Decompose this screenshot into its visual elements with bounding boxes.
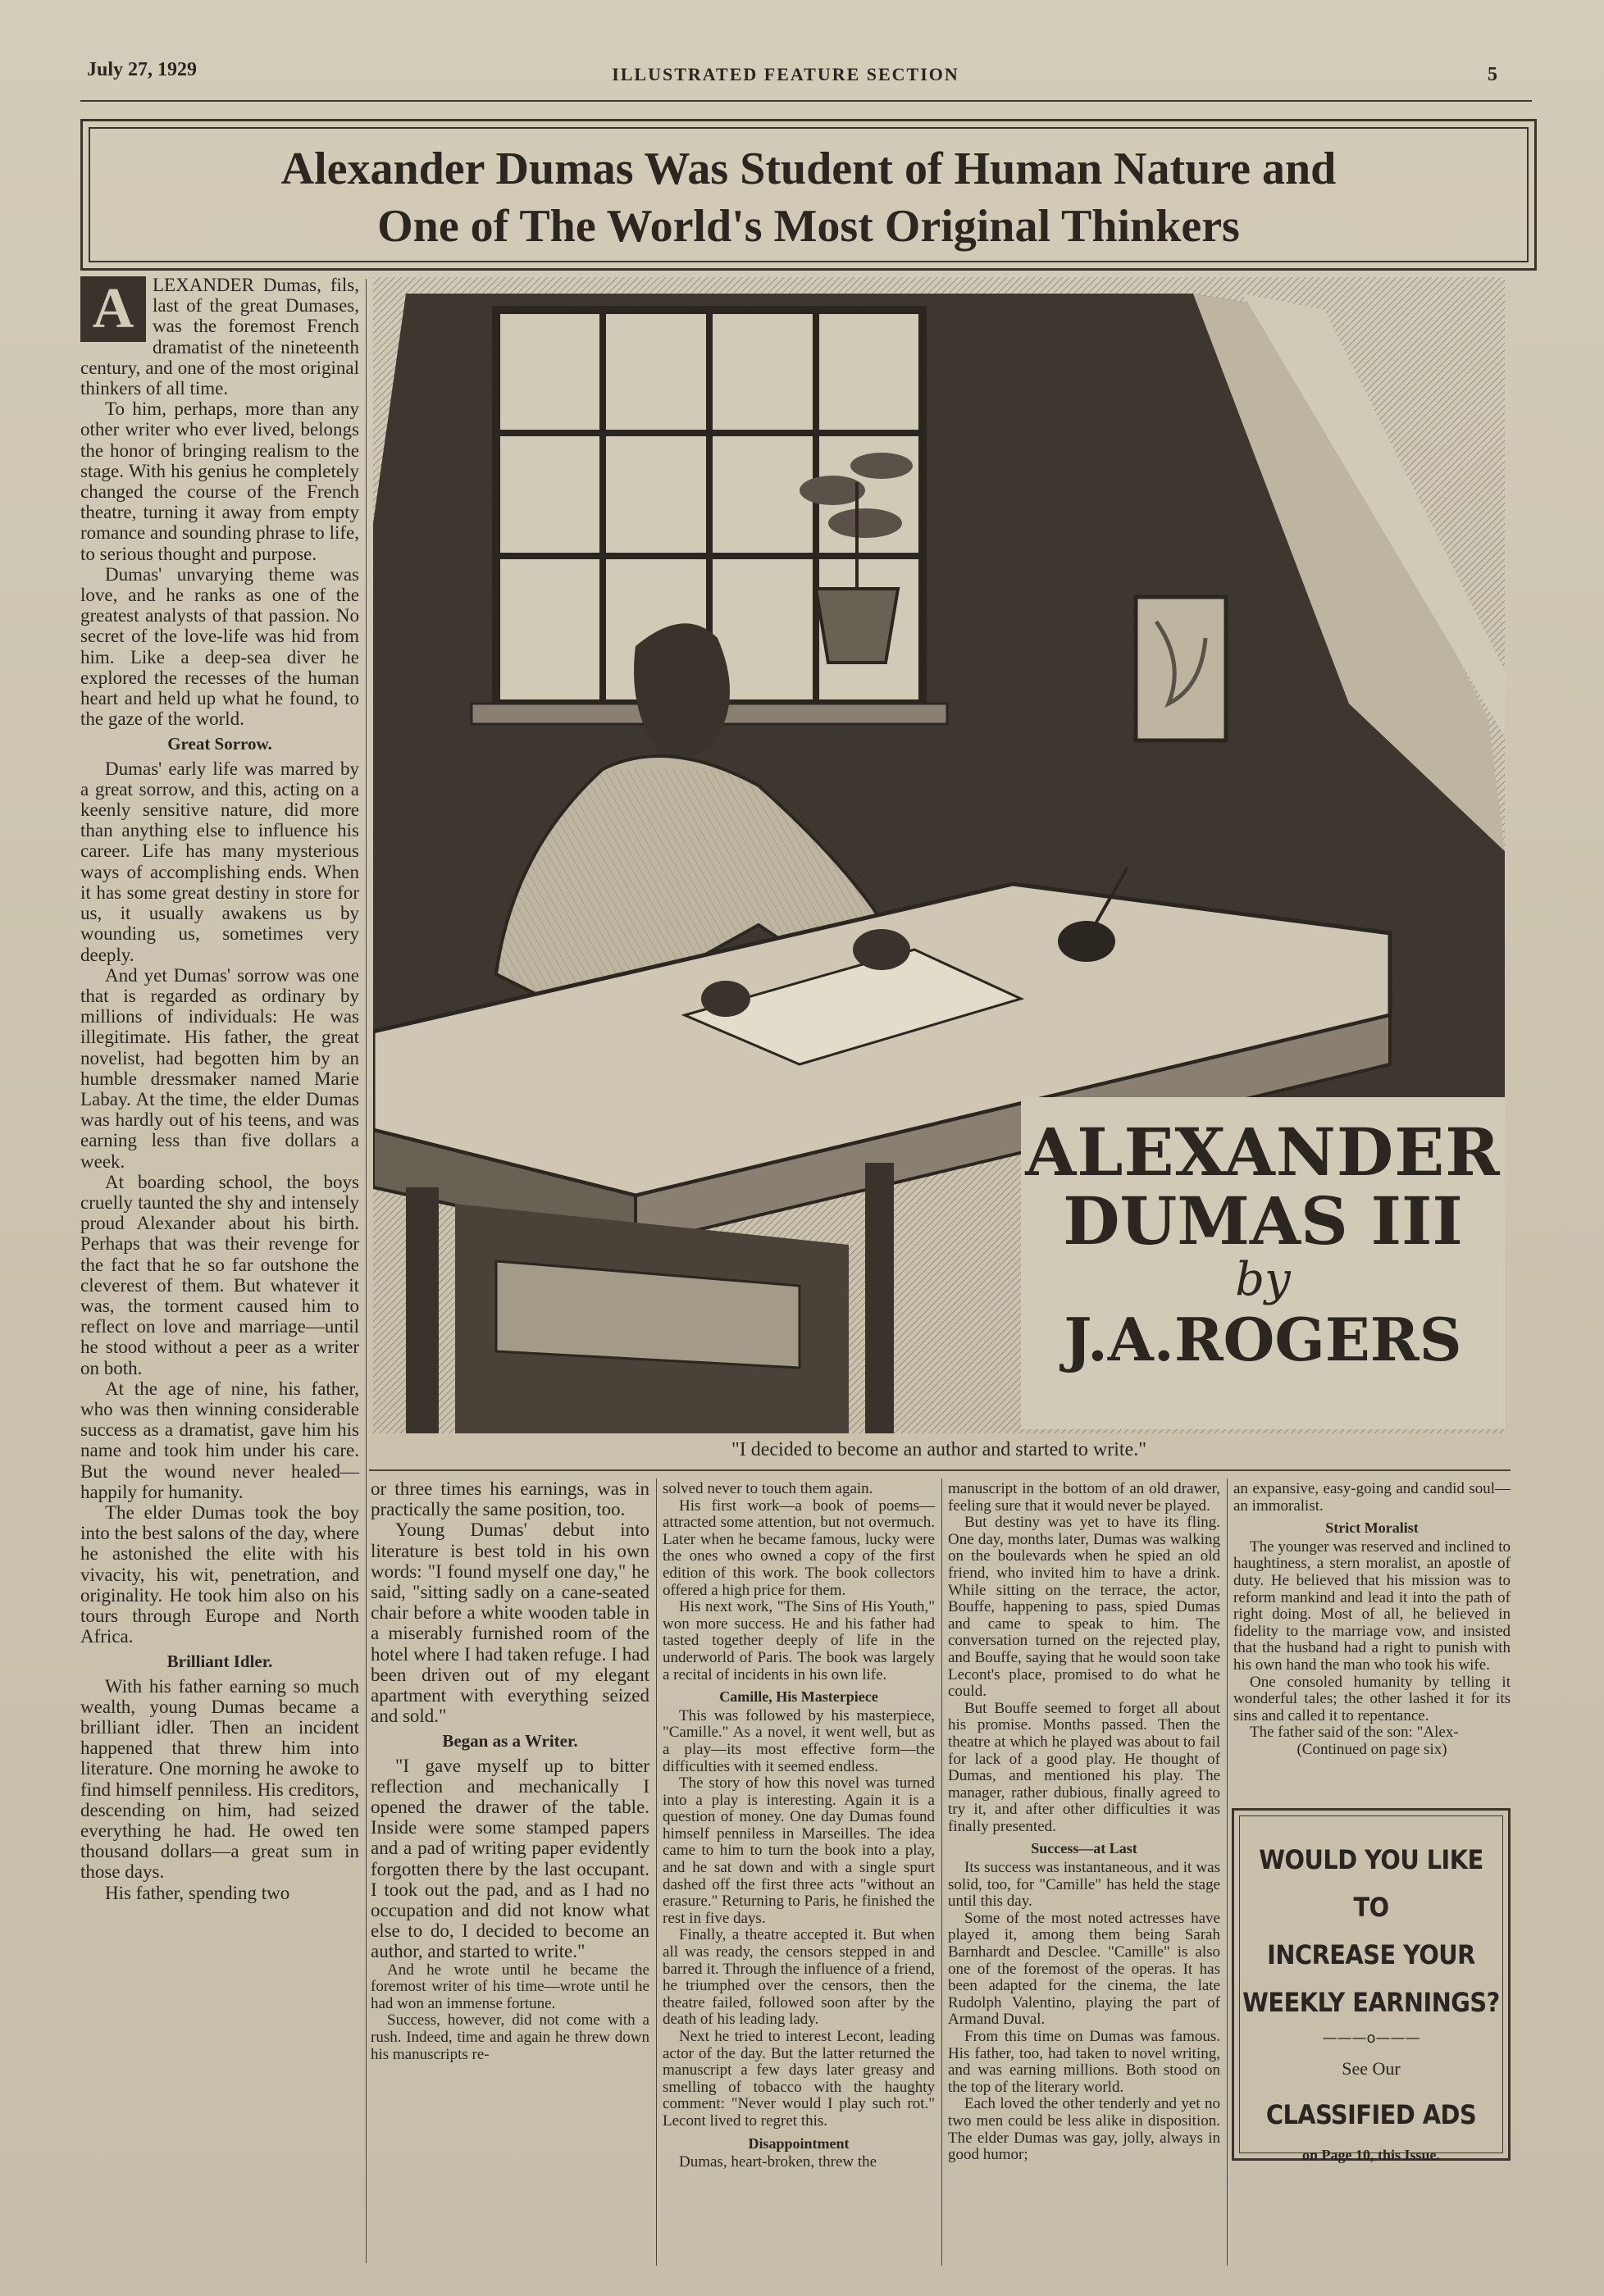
masthead-rule [80, 100, 1532, 102]
issue-date: July 27, 1929 [87, 59, 198, 80]
headline-line-2: One of The World's Most Original Thinkers [377, 201, 1240, 252]
paragraph: At boarding school, the boys cruelly taunted the shy and intensely proud Alexander about his birth. Perhaps that was their revenge for the fact that he so far outshone the cleverest of them. But whatever it was, the torment caused him to reflect on love and marriage—until he stood without a peer as a writer on both. [80, 1171, 359, 1378]
subheading: Began as a Writer. [442, 1731, 578, 1752]
column-rule [366, 279, 367, 2263]
page-number: 5 [1488, 64, 1497, 85]
paragraph: From this time on Dumas was famous. His father, too, had taken to novel writing, and was earning millions. Both stood on the top of the literary world. [948, 2028, 1220, 2096]
ad-line: WOULD YOU LIKE TO [1259, 1844, 1483, 1923]
paragraph: LEXANDER Dumas, fils, last of the great Dumases, was the foremost French dramatist of the nineteenth century, and one of the most original thinkers of all time. [80, 275, 359, 399]
paragraph: But destiny was yet to have its fling. One day, months later, Dumas was walking on the boulevards when he spied an old friend, who invited him to have a drink. While sitting on the terrace, the actor, Bouffe, happening to pass, spied Dumas and came to speak to him. The conversation turned on the rejected play, and Bouffe, saying that he would soon take Lecont's place, promised to do what he could. [948, 1514, 1220, 1701]
article-column-2 [371, 1478, 649, 2266]
subheading: Strict Moralist [1325, 1519, 1419, 1537]
paragraph: an expansive, easy-going and candid soul—an immoralist. [1233, 1480, 1511, 1515]
ad-ornament: ———o——— [1322, 2029, 1420, 2047]
paragraph: Finally, a theatre accepted it. But when all was ready, the censors stepped in and barred it. Through the influence of a friend, he triumphed over the censors, then the theatre failed, followed soon after by the death of his leading lady. [663, 1926, 935, 2029]
masthead [80, 59, 1497, 100]
subheading: Brilliant Idler. [166, 1651, 273, 1672]
paragraph: The younger was reserved and inclined to haughtiness, a stern moralist, an apostle of duty. He believed that his mission was to reform mankind and lead it into the path of right doing. Most of all, he believed in fidelity to the marriage vow, and insisted that the husband had a right to punish with his own hand the man who took his wife. [1233, 1538, 1511, 1674]
paragraph: His next work, "The Sins of His Youth," won more success. He and his father had tasted together deeply of life in the underworld of Paris. The book was largely a recital of incidents in his own life. [663, 1598, 935, 1683]
paragraph: His father, spending two [105, 1882, 290, 1903]
paragraph: And he wrote until he became the foremost writer of his time—wrote until he had won an immense fortune. [371, 1961, 649, 2012]
paragraph: With his father earning so much wealth, young Dumas became a brilliant idler. Then an incident happened that threw him into literature. One morning he awoke to find himself penniless. His creditors, descending on him, had seized everything he had. He owed ten thousand dollars—a great sum in those days. [80, 1675, 359, 1883]
paragraph: Dumas' early life was marred by a great sorrow, and this, acting on a keenly sensitive nature, did more than anything else to influence his career. Life has many mysterious ways of accomplishing ends. When it has some great destiny in store for us, it usually awakens us by wounding us, sometimes very deeply. [80, 758, 359, 965]
article-column-5 [1233, 1481, 1511, 1809]
article-column-4 [948, 1481, 1220, 2268]
paragraph: To him, perhaps, more than any other writer who ever lived, belongs the honor of bringing realism to the stage. With his genius he completely changed the course of the French theatre, turning it away from empty romance and sounding phrase to life, to serious thought and purpose. [80, 399, 359, 564]
paragraph: But Bouffe seemed to forget all about his promise. Months passed. Then the theatre at which he played was about to fail for lack of a good play. He thought of Dumas, and mentioned his play. The manager, rather dubious, finally agreed to try it, and after other difficulties it was finally presented. [948, 1699, 1220, 1835]
paragraph: Each loved the other tenderly and yet no two men could be less alike in disposition. The elder Dumas was gay, jolly, always in good humor; [948, 2095, 1220, 2164]
paragraph: manuscript in the bottom of an old drawer, feeling sure that it would never be played. [948, 1480, 1220, 1515]
paragraph: The story of how this novel was turned into a play is interesting. Again it is a question of money. One day Dumas found himself penniless in Marseilles. The idea came to him to turn the book into a play, and he sat down and with a single spurt dashed off the first three acts "without an erasure." Returning to Paris, he finished the rest in five days. [663, 1774, 935, 1927]
ad-line: INCREASE YOUR [1267, 1939, 1475, 1970]
feature-title-line-1: ALEXANDER [1025, 1114, 1501, 1191]
article-column-3 [663, 1481, 935, 2268]
paragraph: The elder Dumas took the boy into the best salons of the day, where he astonished the elite with his vivacity, his wit, penetration, and originality. He took him also on his tours through Europe and North Africa. [80, 1501, 359, 1647]
ad-line: on Page 10, this Issue. [1301, 2147, 1441, 2163]
classified-ad-box [1232, 1808, 1511, 2161]
subheading: Camille, His Masterpiece [719, 1688, 878, 1706]
ad-line: CLASSIFIED ADS [1265, 2099, 1477, 2130]
ad-line: WEEKLY EARNINGS? [1242, 1987, 1500, 2018]
headline-line-1: Alexander Dumas Was Student of Human Nature and [280, 144, 1337, 194]
feature-title-line-2: DUMAS III [1063, 1182, 1463, 1260]
paragraph: solved never to touch them again. [663, 1480, 873, 1497]
paragraph: His first work—a book of poems—attracted some attention, but not overmuch. Later when he became famous, lucky were the ones who owned a copy of the first edition of this work. The book collectors offered a high price for them. [663, 1496, 935, 1599]
paragraph: Dumas' unvarying theme was love, and he ranks as one of the greatest analysts of that passion. No secret of the love-life was hid from him. Like a deep-sea diver he explored the recesses of the human heart and held up what he found, to the gaze of the world. [80, 563, 359, 730]
continued-note: (Continued on page six) [1296, 1740, 1447, 1758]
small-text-block [371, 1962, 649, 2064]
feature-title-panel [1021, 1097, 1505, 1429]
headline-box [80, 119, 1537, 271]
column-rule [656, 1478, 657, 2266]
paragraph: Success, however, did not come with a rush. Indeed, time and again he threw down his manuscripts re- [371, 2011, 649, 2063]
paragraph: This was followed by his masterpiece, "Camille." As a novel, it went well, but as a play—its most effective form—the difficulties with it seemed endless. [663, 1706, 935, 1775]
column-rule [941, 1478, 942, 2266]
paragraph: "I gave myself up to bitter reflection and mechanically I opened the drawer of the table. Inside were some stamped papers and a pad of writing paper evidently forgotten there by the last occupant. I took out the pad, and as I had no occupation and did not know what else to do, I decided to become an author, and started to write." [371, 1755, 649, 1962]
paragraph: Dumas, heart-broken, threw the [679, 2153, 877, 2171]
subheading: Disappointment [748, 2134, 850, 2152]
paragraph: Young Dumas' debut into literature is best told in his own words: "I found myself one day," he said, "sitting sadly on a cane-seated chair before a white wooden table in a miserably furnished room of the hotel where I had taken refuge. I had been driven out of my elegant apartment with everything seized and sold." [371, 1519, 649, 1727]
caption-rule [369, 1469, 1511, 1471]
paragraph: One consoled humanity by telling it wonderful tales; the other lashed it for its sins and called it to repentance. [1233, 1673, 1511, 1724]
paragraph: or three times his earnings, was in practically the same position, too. [371, 1478, 649, 1520]
column-rule [1227, 1478, 1228, 2266]
paragraph: And yet Dumas' sorrow was one that is regarded as ordinary by millions of individuals: He was illegitimate. His father, the great novelist, had begotten him by an humble dressmaker named Marie Labay. At the time, the elder Dumas was hardly out of his teens, and was earning less than five dollars a week. [80, 964, 359, 1172]
subheading: Success—at Last [1031, 1840, 1137, 1857]
paragraph: Next he tried to interest Lecont, leading actor of the day. But the latter returned the manuscript a few days later greasy and smelling of tobacco with the haughty comment: "Never would I play such rot." Lecont lived to regret this. [663, 2028, 935, 2130]
illustration-caption: "I decided to become an author and started to write." [731, 1439, 1147, 1460]
headline [90, 129, 1527, 255]
paragraph: Some of the most noted actresses have played it, among them being Sarah Barnhardt and Desclee. "Camille" is also one of the foremost of the operas. It has been adapted for the cinema, the late Rudolph Valentino, playing the part of Armand Duval. [948, 1909, 1220, 2029]
ad-line: See Our [1342, 2058, 1401, 2079]
drop-cap: A [80, 276, 146, 342]
section-title: ILLUSTRATED FEATURE SECTION [612, 64, 959, 84]
paragraph: The father said of the son: "Alex- [1250, 1724, 1459, 1742]
article-column-1 [80, 275, 359, 2259]
paragraph: At the age of nine, his father, who was then winning considerable success as a dramatist, gave him his name and took him under his care. But the wound never healed—happily for humanity. [80, 1378, 359, 1502]
byline-by: by [1235, 1253, 1291, 1306]
paragraph: Its success was instantaneous, and it was solid, too, for "Camille" has held the stage until this day. [948, 1859, 1220, 1911]
byline-author: J.A.ROGERS [1064, 1305, 1462, 1374]
subheading: Great Sorrow. [167, 734, 272, 754]
